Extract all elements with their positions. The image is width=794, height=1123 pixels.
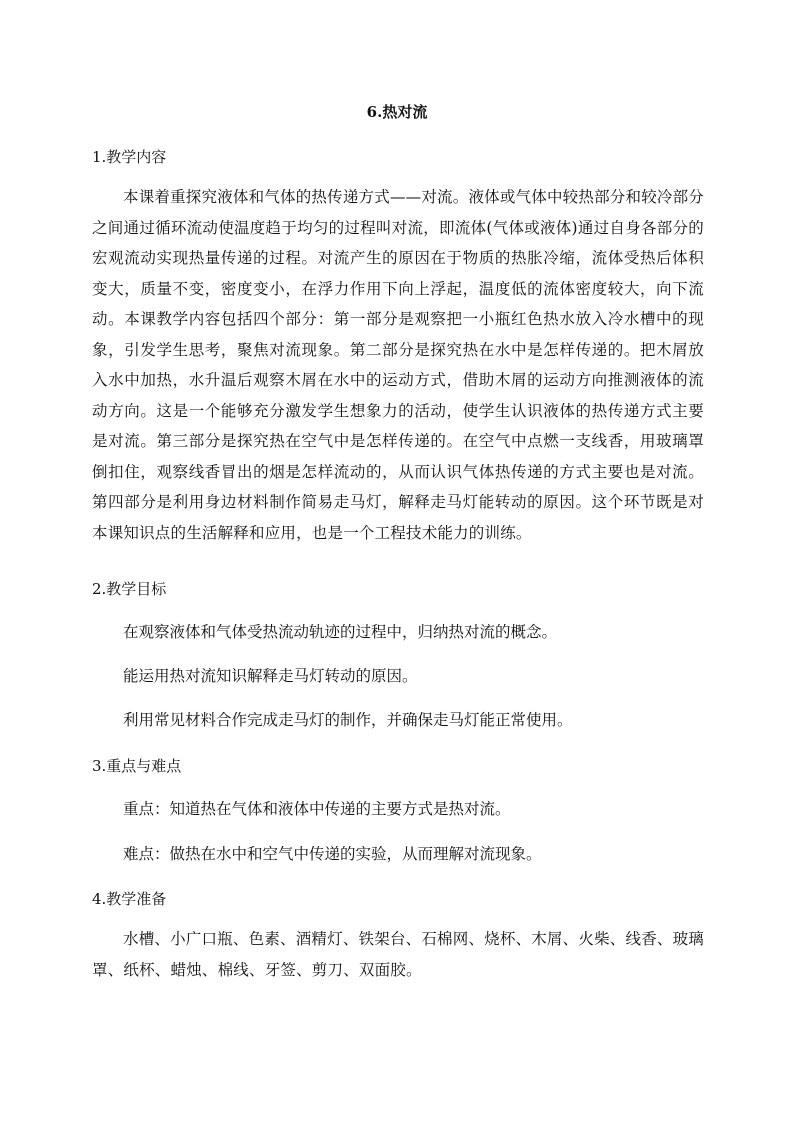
goal-line-3: 利用常见材料合作完成走马灯的制作，并确保走马灯能正常使用。 <box>123 711 573 729</box>
key-point-line: 重点：知道热在气体和液体中传递的主要方式是热对流。 <box>123 800 511 818</box>
preparation-paragraph: 水槽、小广口瓶、色素、酒精灯、铁架台、石棉网、烧杯、木屑、火柴、线香、玻璃罩、纸杯、蜡烛、棉线、牙签、剪刀、双面胶。 <box>92 930 704 979</box>
content-paragraph: 本课着重探究液体和气体的热传递方式——对流。液体或气体中较热部分和较冷部分之间通过循环流动使温度趋于均匀的过程叫对流，即流体(气体或液体)通过自身各部分的宏观流动实现热量传递的过程。对流产生的原因在于物质的热胀冷缩，流体受热后体积变大，质量不变，密度变小，在浮力作用下向上浮起，温度低的流体密度较大，向下流动。本课教学内容包括四个部分：第一部分是观察把一小瓶红色热水放入冷水槽中的现象，引发学生思考，聚焦对流现象。第二部分是探究热在水中是怎样传递的。把木屑放入水中加热，水升温后观察木屑在水中的运动方式，借助木屑的运动方向推测液体的流动方向。这是一个能够充分激发学生想象力的活动，使学生认识液体的热传递方式主要是对流。第三部分是探究热在空气中是怎样传递的。在空气中点燃一支线香，用玻璃罩倒扣住，观察线香冒出的烟是怎样流动的，从而认识气体热传递的方式主要也是对流。第四部分是利用身边材料制作简易走马灯，解释走马灯能转动的原因。这个环节既是对本课知识点的生活解释和应用，也是一个工程技术能力的训练。 <box>92 188 704 542</box>
section-heading-key-points: 3.重点与难点 <box>92 757 182 775</box>
section-heading-preparation: 4.教学准备 <box>92 890 167 908</box>
goal-line-1: 在观察液体和气体受热流动轨迹的过程中，归纳热对流的概念。 <box>123 623 558 641</box>
section-heading-content: 1.教学内容 <box>92 148 167 166</box>
section-heading-goals: 2.教学目标 <box>92 580 167 598</box>
document-title: 6.热对流 <box>366 103 428 121</box>
goal-line-2: 能运用热对流知识解释走马灯转动的原因。 <box>123 667 418 685</box>
difficulty-line: 难点：做热在水中和空气中传递的实验，从而理解对流现象。 <box>123 845 542 863</box>
